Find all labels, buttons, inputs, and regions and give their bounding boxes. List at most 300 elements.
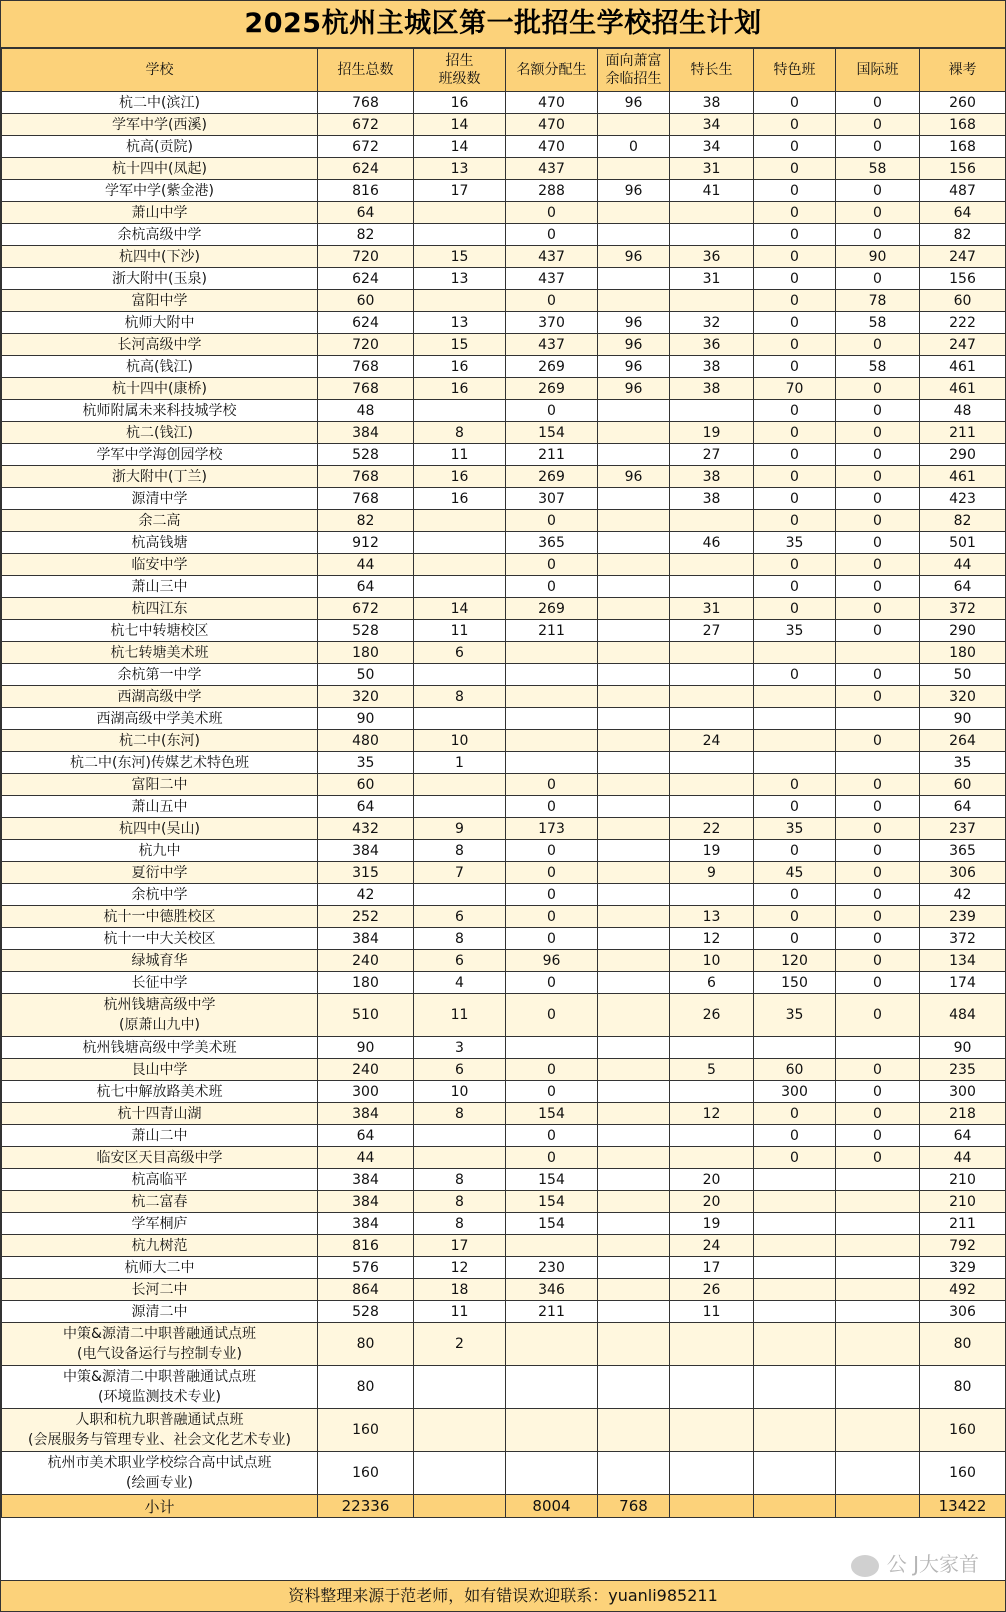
cell-classes: 8 (414, 1169, 506, 1191)
cell-xiaofu-yulin (598, 862, 670, 884)
cell-specialty: 27 (670, 444, 754, 466)
cell-quota (506, 642, 598, 664)
cell-classes (414, 1452, 506, 1495)
cell-specialty: 31 (670, 598, 754, 620)
cell-quota: 269 (506, 378, 598, 400)
cell-specialty (670, 290, 754, 312)
cell-total: 816 (318, 180, 414, 202)
cell-specialty: 22 (670, 818, 754, 840)
cell-school: 杭州市美术职业学校综合高中试点班 (绘画专业) (2, 1452, 318, 1495)
cell-feature-class: 0 (754, 884, 836, 906)
cell-specialty: 34 (670, 136, 754, 158)
cell-specialty: 26 (670, 1279, 754, 1301)
cell-feature-class: 0 (754, 246, 836, 268)
cell-classes: 14 (414, 136, 506, 158)
table-row (2, 268, 1006, 290)
cell-total: 64 (318, 202, 414, 224)
cell-open-exam: 80 (920, 1366, 1006, 1409)
cell-open-exam: 237 (920, 818, 1006, 840)
cell-quota: 0 (506, 840, 598, 862)
cell-total: 44 (318, 554, 414, 576)
table-row (2, 774, 1006, 796)
cell-school: 杭二中(东河)传媒艺术特色班 (2, 752, 318, 774)
cell-total: 384 (318, 1103, 414, 1125)
cell-xiaofu-yulin (598, 774, 670, 796)
cell-open-exam: 290 (920, 444, 1006, 466)
cell-intl-class: 0 (836, 928, 920, 950)
cell-total: 160 (318, 1409, 414, 1452)
cell-feature-class: 0 (754, 92, 836, 114)
column-header-specialty: 特长生 (670, 49, 754, 92)
cell-feature-class: 0 (754, 158, 836, 180)
cell-school: 浙大附中(丁兰) (2, 466, 318, 488)
cell-xiaofu-yulin: 96 (598, 246, 670, 268)
table-row (2, 928, 1006, 950)
cell-quota: 370 (506, 312, 598, 334)
cell-quota: 470 (506, 114, 598, 136)
column-header-classes: 招生 班级数 (414, 49, 506, 92)
cell-xiaofu-yulin (598, 620, 670, 642)
cell-feature-class (754, 642, 836, 664)
cell-specialty: 41 (670, 180, 754, 202)
cell-open-exam: 264 (920, 730, 1006, 752)
table-row (2, 554, 1006, 576)
cell-feature-class: 0 (754, 444, 836, 466)
cell-intl-class: 0 (836, 136, 920, 158)
cell-specialty: 19 (670, 840, 754, 862)
table-row (2, 1452, 1006, 1495)
cell-xiaofu-yulin (598, 818, 670, 840)
cell-total: 384 (318, 422, 414, 444)
cell-xiaofu-yulin (598, 664, 670, 686)
cell-school: 杭十四中(凤起) (2, 158, 318, 180)
cell-open-exam: 64 (920, 202, 1006, 224)
cell-total: 300 (318, 1081, 414, 1103)
cell-classes: 4 (414, 972, 506, 994)
cell-school: 杭高(钱江) (2, 356, 318, 378)
cell-specialty: 12 (670, 1103, 754, 1125)
cell-total: 576 (318, 1257, 414, 1279)
cell-feature-class: 0 (754, 1125, 836, 1147)
cell-intl-class (836, 1323, 920, 1366)
cell-xiaofu-yulin (598, 1452, 670, 1495)
cell-open-exam: 210 (920, 1191, 1006, 1213)
cell-xiaofu-yulin (598, 642, 670, 664)
cell-specialty: 10 (670, 950, 754, 972)
cell-open-exam: 64 (920, 796, 1006, 818)
cell-open-exam: 60 (920, 774, 1006, 796)
cell-intl-class (836, 752, 920, 774)
cell-specialty (670, 1147, 754, 1169)
cell-feature-class: 0 (754, 290, 836, 312)
cell-classes: 10 (414, 1081, 506, 1103)
cell-quota (506, 686, 598, 708)
table-row (2, 642, 1006, 664)
cell-classes: 18 (414, 1279, 506, 1301)
cell-intl-class: 0 (836, 378, 920, 400)
cell-feature-class: 300 (754, 1081, 836, 1103)
cell-xiaofu-yulin (598, 510, 670, 532)
cell-quota: 154 (506, 422, 598, 444)
cell-total: 80 (318, 1366, 414, 1409)
cell-xiaofu-yulin (598, 906, 670, 928)
cell-classes: 11 (414, 1301, 506, 1323)
cell-total: 320 (318, 686, 414, 708)
cell-feature-class (754, 1301, 836, 1323)
table-row (2, 1323, 1006, 1366)
table-row (2, 686, 1006, 708)
cell-quota: 0 (506, 906, 598, 928)
cell-open-exam: 461 (920, 378, 1006, 400)
table-row (2, 862, 1006, 884)
page-title: 2025杭州主城区第一批招生学校招生计划 (1, 1, 1005, 48)
cell-specialty (670, 642, 754, 664)
cell-specialty (670, 686, 754, 708)
cell-intl-class: 0 (836, 664, 920, 686)
cell-quota: 0 (506, 202, 598, 224)
cell-total: 720 (318, 334, 414, 356)
cell-specialty: 20 (670, 1169, 754, 1191)
cell-quota: 0 (506, 994, 598, 1037)
cell-open-exam: 64 (920, 576, 1006, 598)
table-row (2, 224, 1006, 246)
cell-specialty: 9 (670, 862, 754, 884)
cell-specialty: 31 (670, 158, 754, 180)
cell-open-exam: 247 (920, 334, 1006, 356)
cell-classes (414, 532, 506, 554)
cell-total: 64 (318, 576, 414, 598)
cell-total: 528 (318, 444, 414, 466)
cell-intl-class: 78 (836, 290, 920, 312)
cell-school: 临安区天目高级中学 (2, 1147, 318, 1169)
cell-specialty: 38 (670, 92, 754, 114)
cell-feature-class: 0 (754, 576, 836, 598)
cell-feature-class: 0 (754, 312, 836, 334)
cell-school: 余杭中学 (2, 884, 318, 906)
cell-feature-class: 0 (754, 840, 836, 862)
cell-quota: 0 (506, 796, 598, 818)
cell-open-exam: 247 (920, 246, 1006, 268)
cell-intl-class (836, 1279, 920, 1301)
cell-xiaofu-yulin (598, 796, 670, 818)
cell-open-exam: 306 (920, 1301, 1006, 1323)
cell-classes (414, 576, 506, 598)
cell-intl-class (836, 1409, 920, 1452)
cell-school: 中策&源清二中职普融通试点班 (电气设备运行与控制专业) (2, 1323, 318, 1366)
cell-classes: 3 (414, 1037, 506, 1059)
table-row (2, 664, 1006, 686)
cell-xiaofu-yulin (598, 1301, 670, 1323)
cell-specialty: 36 (670, 246, 754, 268)
cell-intl-class: 0 (836, 598, 920, 620)
cell-open-exam: 218 (920, 1103, 1006, 1125)
cell-total: 720 (318, 246, 414, 268)
table-row (2, 1103, 1006, 1125)
cell-specialty: 32 (670, 312, 754, 334)
cell-feature-class: 0 (754, 598, 836, 620)
cell-xiaofu-yulin (598, 950, 670, 972)
cell-intl-class: 0 (836, 972, 920, 994)
cell-classes (414, 400, 506, 422)
table-row (2, 1257, 1006, 1279)
cell-classes (414, 796, 506, 818)
cell-intl-class (836, 642, 920, 664)
cell-school: 学军中学(紫金港) (2, 180, 318, 202)
cell-specialty: 24 (670, 1235, 754, 1257)
cell-feature-class (754, 1323, 836, 1366)
cell-open-exam: 168 (920, 114, 1006, 136)
cell-school: 杭州钱塘高级中学美术班 (2, 1037, 318, 1059)
cell-total: 624 (318, 158, 414, 180)
cell-intl-class: 0 (836, 334, 920, 356)
table-row (2, 246, 1006, 268)
cell-classes: 16 (414, 92, 506, 114)
cell-school: 西湖高级中学美术班 (2, 708, 318, 730)
cell-specialty (670, 752, 754, 774)
table-body (2, 92, 1006, 1518)
cell-quota: 346 (506, 1279, 598, 1301)
cell-total: 44 (318, 1147, 414, 1169)
cell-classes: 8 (414, 840, 506, 862)
cell-total: 864 (318, 1279, 414, 1301)
cell-specialty (670, 884, 754, 906)
cell-specialty: 11 (670, 1301, 754, 1323)
cell-total: 768 (318, 378, 414, 400)
cell-xiaofu-yulin (598, 488, 670, 510)
table-header-row (2, 49, 1006, 92)
cell-open-exam: 320 (920, 686, 1006, 708)
cell-classes: 11 (414, 444, 506, 466)
cell-quota (506, 1235, 598, 1257)
cell-total: 50 (318, 664, 414, 686)
cell-quota: 0 (506, 1125, 598, 1147)
cell-xiaofu-yulin (598, 290, 670, 312)
cell-intl-class: 0 (836, 818, 920, 840)
cell-quota: 307 (506, 488, 598, 510)
cell-intl-class: 0 (836, 686, 920, 708)
cell-classes: 14 (414, 598, 506, 620)
cell-feature-class (754, 1235, 836, 1257)
cell-total: 672 (318, 114, 414, 136)
cell-open-exam: 372 (920, 598, 1006, 620)
cell-school: 源清中学 (2, 488, 318, 510)
cell-school: 杭四江东 (2, 598, 318, 620)
cell-quota: 0 (506, 1059, 598, 1081)
table-row (2, 114, 1006, 136)
cell-open-exam: 423 (920, 488, 1006, 510)
cell-specialty: 31 (670, 268, 754, 290)
cell-classes: 6 (414, 1059, 506, 1081)
cell-total: 480 (318, 730, 414, 752)
cell-classes: 1 (414, 752, 506, 774)
cell-feature-class: 0 (754, 796, 836, 818)
table-row (2, 972, 1006, 994)
column-header-total: 招生总数 (318, 49, 414, 92)
cell-open-exam: 461 (920, 466, 1006, 488)
watermark: 公 J大家首 (851, 1548, 979, 1577)
cell-open-exam: 80 (920, 1323, 1006, 1366)
cell-xiaofu-yulin (598, 532, 670, 554)
cell-feature-class: 120 (754, 950, 836, 972)
cell-classes: 8 (414, 686, 506, 708)
cell-intl-class: 0 (836, 92, 920, 114)
cell-specialty: 27 (670, 620, 754, 642)
cell-xiaofu-yulin: 96 (598, 312, 670, 334)
cell-school: 长征中学 (2, 972, 318, 994)
table-row (2, 510, 1006, 532)
table-row (2, 1409, 1006, 1452)
cell-xiaofu-yulin (598, 598, 670, 620)
cell-classes: 9 (414, 818, 506, 840)
cell-quota: 96 (506, 950, 598, 972)
cell-total: 60 (318, 774, 414, 796)
cell-classes: 13 (414, 312, 506, 334)
cell-intl-class: 0 (836, 774, 920, 796)
cell-xiaofu-yulin (598, 972, 670, 994)
cell-school: 余杭第一中学 (2, 664, 318, 686)
cell-school: 中策&源清二中职普融通试点班 (环境监测技术专业) (2, 1366, 318, 1409)
cell-quota: 0 (506, 862, 598, 884)
cell-xiaofu-yulin: 0 (598, 136, 670, 158)
cell-school: 萧山三中 (2, 576, 318, 598)
cell-classes: 16 (414, 356, 506, 378)
cell-classes (414, 510, 506, 532)
cell-xiaofu-yulin: 96 (598, 334, 670, 356)
cell-quota: 0 (506, 972, 598, 994)
cell-quota (506, 752, 598, 774)
cell-classes: 6 (414, 642, 506, 664)
cell-xiaofu-yulin (598, 884, 670, 906)
cell-feature-class: 0 (754, 664, 836, 686)
table-row (2, 796, 1006, 818)
cell-classes (414, 554, 506, 576)
cell-intl-class: 0 (836, 840, 920, 862)
cell-specialty (670, 202, 754, 224)
cell-intl-class (836, 708, 920, 730)
cell-classes: 8 (414, 422, 506, 444)
cell-xiaofu-yulin (598, 224, 670, 246)
cell-total: 60 (318, 290, 414, 312)
cell-school: 杭高(贡院) (2, 136, 318, 158)
cell-classes: 17 (414, 180, 506, 202)
cell-school: 杭十一中大关校区 (2, 928, 318, 950)
cell-classes (414, 884, 506, 906)
table-row (2, 444, 1006, 466)
cell-xiaofu-yulin (598, 158, 670, 180)
cell-xiaofu-yulin (598, 1409, 670, 1452)
cell-school: 西湖高级中学 (2, 686, 318, 708)
cell-school: 杭高钱塘 (2, 532, 318, 554)
cell-open-exam: 210 (920, 1169, 1006, 1191)
cell-classes: 6 (414, 950, 506, 972)
cell-intl-class: 0 (836, 1081, 920, 1103)
cell-quota (506, 1323, 598, 1366)
cell-feature-class: 0 (754, 400, 836, 422)
cell-classes: 7 (414, 862, 506, 884)
cell-total: 90 (318, 1037, 414, 1059)
cell-xiaofu-yulin (598, 1279, 670, 1301)
cell-feature-class: 0 (754, 114, 836, 136)
cell-total: 90 (318, 708, 414, 730)
cell-xiaofu-yulin (598, 400, 670, 422)
subtotal-open-exam: 13422 (920, 1495, 1006, 1518)
cell-specialty: 24 (670, 730, 754, 752)
cell-intl-class: 0 (836, 422, 920, 444)
cell-xiaofu-yulin (598, 1147, 670, 1169)
cell-xiaofu-yulin (598, 114, 670, 136)
cell-intl-class (836, 1213, 920, 1235)
cell-open-exam: 82 (920, 510, 1006, 532)
table-row (2, 400, 1006, 422)
cell-total: 315 (318, 862, 414, 884)
cell-classes: 8 (414, 1191, 506, 1213)
cell-xiaofu-yulin (598, 928, 670, 950)
table-row (2, 1191, 1006, 1213)
cell-feature-class: 35 (754, 620, 836, 642)
cell-feature-class (754, 1452, 836, 1495)
cell-total: 768 (318, 92, 414, 114)
cell-classes: 10 (414, 730, 506, 752)
cell-open-exam: 134 (920, 950, 1006, 972)
cell-school: 富阳中学 (2, 290, 318, 312)
cell-classes (414, 290, 506, 312)
cell-classes: 13 (414, 158, 506, 180)
table-row (2, 92, 1006, 114)
cell-school: 富阳二中 (2, 774, 318, 796)
cell-school: 杭师大二中 (2, 1257, 318, 1279)
table-row (2, 312, 1006, 334)
cell-specialty (670, 1081, 754, 1103)
cell-classes (414, 1409, 506, 1452)
cell-intl-class: 0 (836, 730, 920, 752)
cell-xiaofu-yulin (598, 1213, 670, 1235)
cell-feature-class (754, 752, 836, 774)
cell-feature-class: 0 (754, 224, 836, 246)
cell-quota: 0 (506, 290, 598, 312)
cell-intl-class: 58 (836, 356, 920, 378)
cell-open-exam: 211 (920, 1213, 1006, 1235)
cell-open-exam: 160 (920, 1409, 1006, 1452)
cell-intl-class: 0 (836, 488, 920, 510)
cell-feature-class: 150 (754, 972, 836, 994)
column-header-school: 学校 (2, 49, 318, 92)
cell-feature-class: 0 (754, 554, 836, 576)
cell-school: 杭十四青山湖 (2, 1103, 318, 1125)
cell-school: 杭十四中(康桥) (2, 378, 318, 400)
cell-open-exam: 50 (920, 664, 1006, 686)
cell-xiaofu-yulin (598, 1059, 670, 1081)
cell-open-exam: 461 (920, 356, 1006, 378)
cell-classes: 8 (414, 928, 506, 950)
cell-specialty: 46 (670, 532, 754, 554)
table-row (2, 576, 1006, 598)
cell-school: 杭二(钱江) (2, 422, 318, 444)
cell-school: 杭二中(滨江) (2, 92, 318, 114)
cell-quota: 0 (506, 774, 598, 796)
cell-intl-class: 0 (836, 906, 920, 928)
cell-specialty (670, 224, 754, 246)
cell-quota: 0 (506, 1081, 598, 1103)
cell-school: 临安中学 (2, 554, 318, 576)
cell-intl-class: 0 (836, 268, 920, 290)
cell-total: 672 (318, 136, 414, 158)
cell-intl-class: 0 (836, 994, 920, 1037)
cell-school: 夏衍中学 (2, 862, 318, 884)
cell-total: 180 (318, 972, 414, 994)
cell-feature-class (754, 1169, 836, 1191)
cell-xiaofu-yulin (598, 1323, 670, 1366)
cell-specialty (670, 554, 754, 576)
